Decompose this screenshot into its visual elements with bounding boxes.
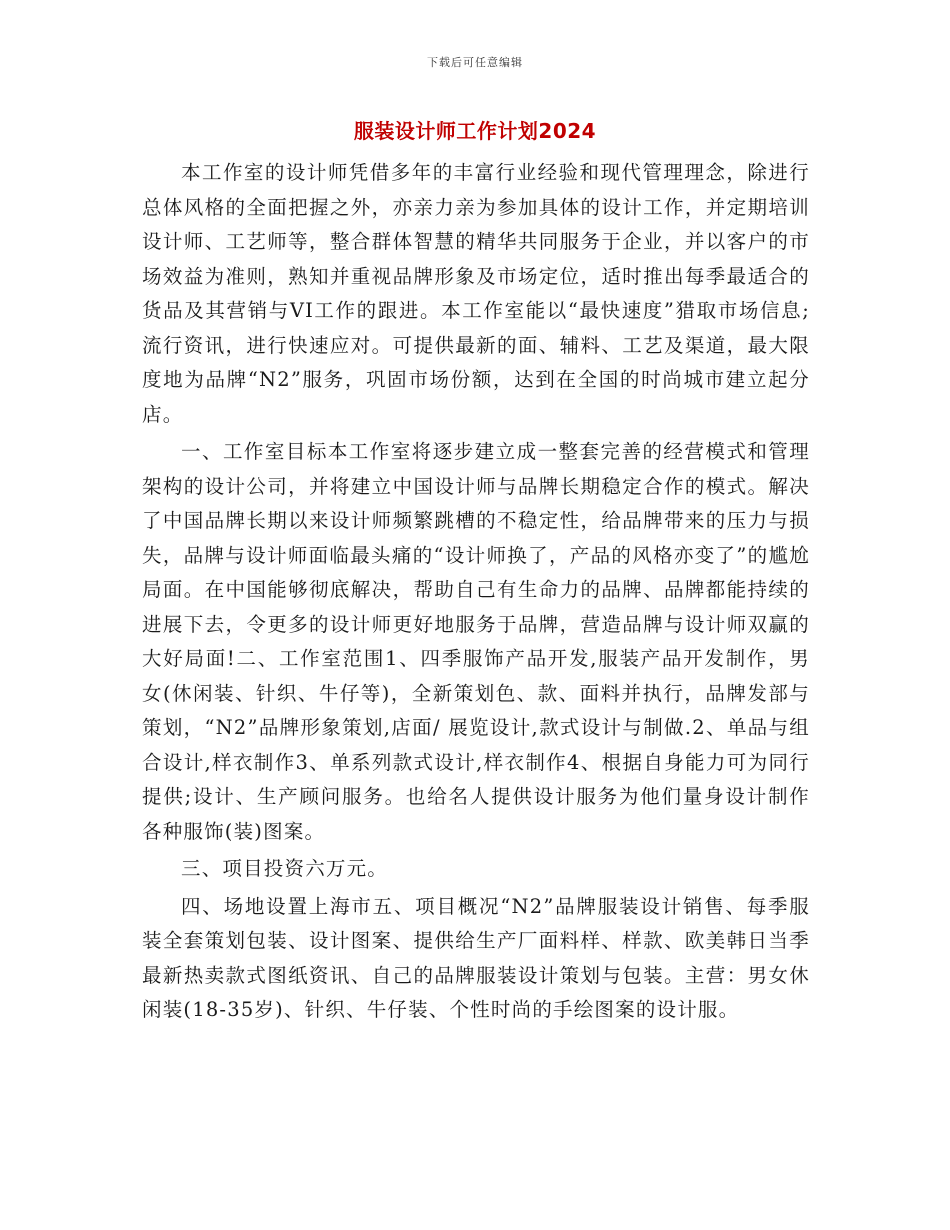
document-title: 服装设计师工作计划2024: [353, 119, 597, 143]
document-body: [142, 156, 810, 1031]
body-paragraph-intro: 本工作室的设计师凭借多年的丰富行业经验和现代管理理念，除进行总体风格的全面把握之外，亦亲力亲为参加具体的设计工作，并定期培训设计师、工艺师等，整合群体智慧的精华共同服务于企业，并以客户的市场效益为准则，熟知并重视品牌形象及市场定位，适时推出每季最适合的货品及其营销与VI工作的跟进。本工作室能以“最快速度”猎取市场信息;流行资讯，进行快速应对。可提供最新的面、辅料、工艺及渠道，最大限度地为品牌“N2”服务，巩固市场份额，达到在全国的时尚城市建立起分店。: [142, 161, 810, 426]
body-paragraph-section-4: 四、场地设置上海市五、项目概况“N2”品牌服装设计销售、每季服装全套策划包装、设计图案、提供给生产厂面料样、样款、欧美韩日当季最新热卖款式图纸资讯、自己的品牌服装设计策划与包装。主营：男女休闲装(18-35岁)、针织、牛仔装、个性时尚的手绘图案的设计服。: [142, 894, 810, 1021]
body-paragraph-section-3: 三、项目投资六万元。: [181, 857, 389, 880]
header-note: 下载后可任意编辑: [427, 56, 523, 69]
body-paragraph-section-1: 一、工作室目标本工作室将逐步建立成一整套完善的经营模式和管理架构的设计公司，并将建立中国设计师与品牌长期稳定合作的模式。解决了中国品牌长期以来设计师频繁跳槽的不稳定性，给品牌带来的压力与损失，品牌与设计师面临最头痛的“设计师换了，产品的风格亦变了”的尴尬局面。在中国能够彻底解决，帮助自己有生命力的品牌、品牌都能持续的进展下去，令更多的设计师更好地服务于品牌，营造品牌与设计师双赢的大好局面!二、工作室范围1、四季服饰产品开发,服装产品开发制作，男女(休闲装、针织、牛仔等)，全新策划色、款、面料并执行，品牌发部与策划，“N2”品牌形象策划,店面/ 展览设计,款式设计与制做.2、单品与组合设计,样衣制作3、单系列款式设计,样衣制作4、根据自身能力可为同行提供;设计、生产顾问服务。也给名人提供设计服务为他们量身设计制作各种服饰(装)图案。: [142, 440, 810, 843]
